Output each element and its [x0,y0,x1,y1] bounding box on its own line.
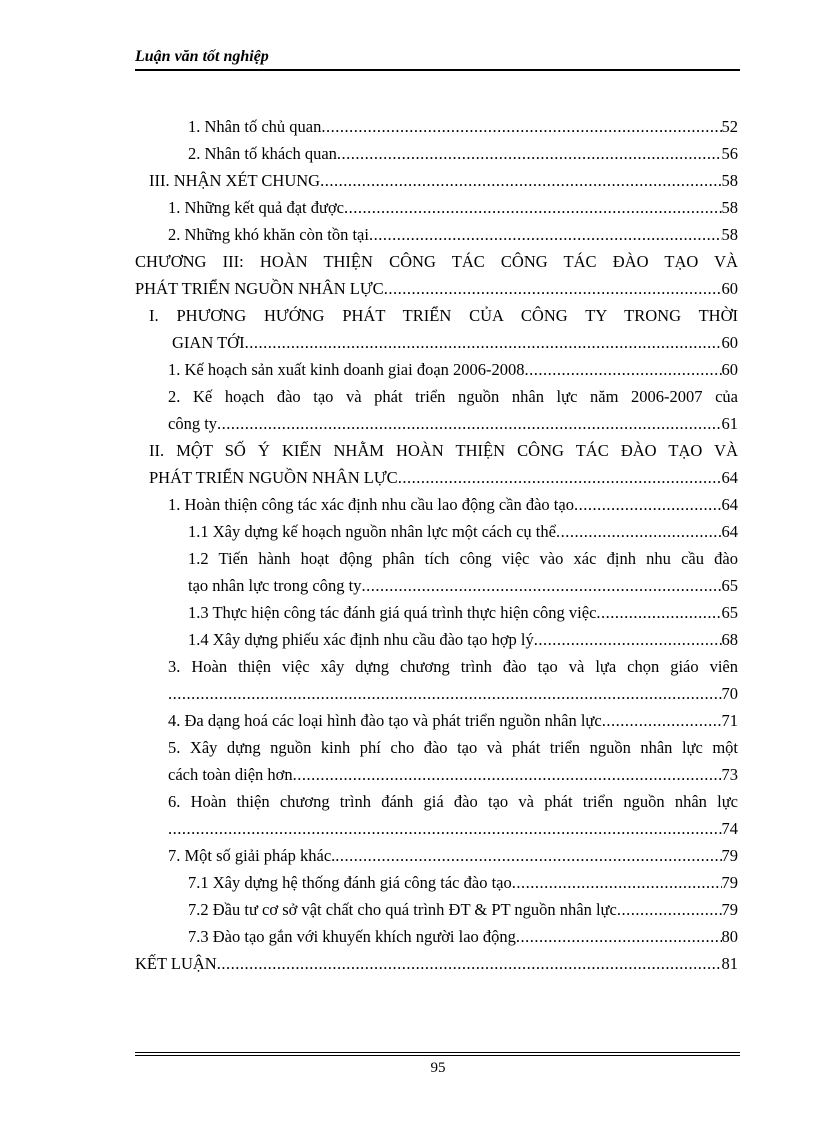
toc-page-number: 81 [721,954,738,973]
toc-entry [135,410,738,437]
toc-entry-text: 7. Một số giải pháp khác. [168,846,336,865]
toc-entry-text: III. NHẬN XÉT CHUNG [149,171,321,190]
toc-entry [135,545,738,572]
toc-page-number: 58 [721,225,738,244]
toc-entry-text: 7.2 Đầu tư cơ sở vật chất cho quá trình ĐT & PT nguồn nhân lực [188,900,617,919]
toc-entry [135,383,738,410]
toc-leader-dots [321,113,721,140]
toc-entry [135,815,738,842]
toc-page-number: 60 [721,360,738,379]
toc-entry-text: 1.4 Xây dựng phiếu xác định nhu cầu đào tạo hợp lý [188,630,534,649]
toc-leader-dots [344,194,722,221]
toc-entry [135,950,738,977]
toc-leader-dots [398,464,722,491]
toc-entry [135,680,738,707]
toc-entry-text: 1.3 Thực hiện công tác đánh giá quá trình thực hiện công việc [188,603,597,622]
toc-leader-dots [337,140,722,167]
toc-entry [135,518,738,545]
toc-entry-text: CHƯƠNG III: HOÀN THIỆN CÔNG TÁC CÔNG TÁC ĐÀO TẠO VÀ [135,252,738,271]
toc-entry-text: 1. Những kết quả đạt được [168,198,344,217]
toc-leader-dots [525,356,722,383]
running-header-title: Luận văn tốt nghiệp [135,48,269,65]
toc-page-number: 64 [721,468,738,487]
footer-rule [135,1052,740,1053]
toc-leader-dots [534,626,722,653]
toc-leader-dots [293,761,722,788]
toc-entry [135,356,738,383]
toc-entry [135,761,738,788]
toc-entry-text: II. MỘT SỐ Ý KIẾN NHẰM HOÀN THIỆN CÔNG TÁC ĐÀO TẠO VÀ [149,441,738,460]
toc-entry [135,734,738,761]
toc-entry-text: 1.2 Tiến hành hoạt động phân tích công việc vào xác định nhu cầu đào [188,549,738,568]
toc-entry [135,707,738,734]
toc-entry [135,923,738,950]
toc-entry-text: 3. Hoàn thiện việc xây dựng chương trình đào tạo và lựa chọn giáo viên [168,657,738,676]
toc-entry [135,896,738,923]
toc-entry-text: 1. Kế hoạch sản xuất kinh doanh giai đoạn 2006-2008 [168,360,525,379]
toc-entry-text: công ty [168,414,218,433]
toc-entry-text: 1. Hoàn thiện công tác xác định nhu cầu lao động cần đào tạo [168,495,574,514]
toc-page-number: 73 [721,765,738,784]
toc-entry [135,140,738,167]
toc-entry-text: 6. Hoàn thiện chương trình đánh giá đào tạo và phát triển nguồn nhân lực [168,792,738,811]
toc-page-number: 60 [721,279,738,298]
toc-entry-text: 7.3 Đào tạo gắn với khuyến khích người lao động [188,927,516,946]
toc-page-number: 58 [721,171,738,190]
toc-entry [135,221,738,248]
toc-entry-text: I. PHƯƠNG HƯỚNG PHÁT TRIỂN CỦA CÔNG TY TRONG THỜI [149,306,738,325]
toc-leader-dots [168,680,722,707]
toc-page-number: 61 [721,414,738,433]
toc-entry [135,464,738,491]
toc-leader-dots [335,842,721,869]
toc-leader-dots [384,275,722,302]
toc-entry [135,113,738,140]
toc-page-number: 70 [721,684,738,703]
toc-entry-text: 1.1 Xây dựng kế hoạch nguồn nhân lực một cách cụ thể [188,522,556,541]
toc-entry-text: GIAN TỚI [172,333,245,352]
toc-page-number: 56 [721,144,738,163]
toc-entry-text: 5. Xây dựng nguồn kinh phí cho đào tạo và phát triển nguồn nhân lực một [168,738,738,757]
toc-leader-dots [217,950,722,977]
toc-page-number: 65 [721,576,738,595]
header-rule [135,69,740,71]
toc-entry [135,329,738,356]
toc-leader-dots [596,599,721,626]
toc-entry [135,788,738,815]
toc-entry [135,248,738,275]
toc-entry-text: KẾT LUẬN [135,954,217,973]
toc-entry [135,842,738,869]
page-number: 95 [430,1060,446,1076]
toc-page-number: 58 [721,198,738,217]
toc-leader-dots [245,329,722,356]
toc-entry [135,869,738,896]
toc-leader-dots [574,491,722,518]
toc-entry [135,626,738,653]
toc-entry [135,194,738,221]
toc-page-number: 65 [721,603,738,622]
toc-entry [135,599,738,626]
toc-entry-text: 7.1 Xây dựng hệ thống đánh giá công tác đào tạo [188,873,512,892]
toc-leader-dots [369,221,722,248]
toc-entry [135,167,738,194]
toc-page-number: 80 [721,927,738,946]
toc-leader-dots [361,572,721,599]
toc-leader-dots [556,518,722,545]
toc-entry-text: 1. Nhân tố chủ quan [188,117,322,136]
toc-page-number: 64 [721,495,738,514]
toc-leader-dots [617,896,722,923]
toc-leader-dots [217,410,721,437]
toc-entry [135,572,738,599]
table-of-contents [135,113,738,977]
toc-entry-text: cách toàn diện hơn [168,765,293,784]
toc-entry-text: PHÁT TRIỂN NGUỒN NHÂN LỰC [135,279,384,298]
toc-page-number: 79 [721,900,738,919]
toc-entry-text: 2. Nhân tố khách quan [188,144,337,163]
toc-entry-text: tạo nhân lực trong công ty [188,576,362,595]
toc-leader-dots [602,707,722,734]
toc-page-number: 52 [721,117,738,136]
toc-entry-text: PHÁT TRIỂN NGUỒN NHÂN LỰC [149,468,398,487]
toc-page-number: 68 [721,630,738,649]
toc-page-number: 79 [721,846,738,865]
toc-entry [135,302,738,329]
toc-entry-text: 2. Kế hoạch đào tạo và phát triển nguồn nhân lực năm 2006-2007 của [168,387,738,406]
toc-page-number: 74 [721,819,738,838]
toc-leader-dots [516,923,722,950]
toc-entry [135,653,738,680]
toc-leader-dots [512,869,722,896]
toc-entry [135,491,738,518]
toc-page-number: 71 [721,711,738,730]
toc-leader-dots [168,815,722,842]
toc-page-number: 60 [721,333,738,352]
toc-entry [135,275,738,302]
toc-entry-text: 4. Đa dạng hoá các loại hình đào tạo và phát triển nguồn nhân lực [168,711,602,730]
toc-entry [135,437,738,464]
toc-leader-dots [320,167,721,194]
toc-entry-text: 2. Những khó khăn còn tồn tại [168,225,369,244]
toc-page-number: 79 [721,873,738,892]
toc-page-number: 64 [721,522,738,541]
footer-rule-secondary [135,1055,740,1056]
